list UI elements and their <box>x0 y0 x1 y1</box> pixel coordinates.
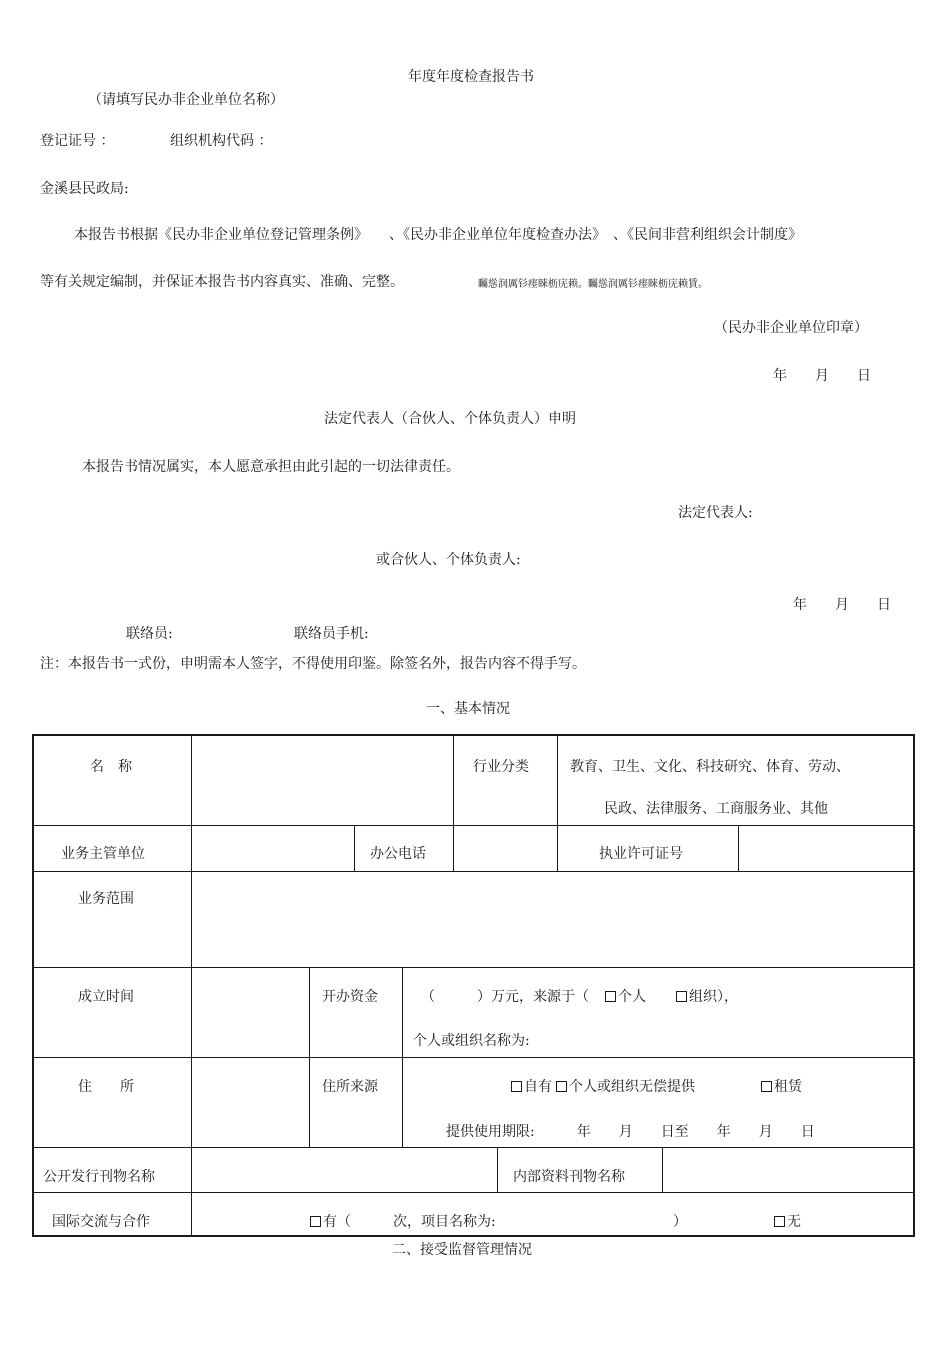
seal-label: （民办非企业单位印章） <box>714 320 868 336</box>
supervisor-label: 业务主管单位 <box>61 846 145 862</box>
intl-yes-checkbox[interactable] <box>310 1216 321 1227</box>
own-label: 自有 <box>524 1079 552 1095</box>
public-pub-label: 公开发行刊物名称 <box>43 1169 155 1185</box>
own-checkbox[interactable] <box>511 1081 522 1092</box>
free-provided-label: 个人或组织无偿提供 <box>569 1079 695 1095</box>
intro-paragraph-line2: 等有关规定编制，并保证本报告书内容真实、准确、完整。 <box>40 274 404 290</box>
intl-no-label: 无 <box>787 1214 801 1230</box>
legal-rep-label: 法定代表人: <box>678 505 753 521</box>
section1-title: 一、基本情况 <box>426 701 510 717</box>
address-label: 住 所 <box>78 1079 134 1095</box>
org-checkbox[interactable] <box>676 991 687 1002</box>
founded-label: 成立时间 <box>78 989 134 1005</box>
reg-no-label: 登记证号 ： <box>40 133 115 149</box>
date-line-1: 年 月 日 <box>773 368 871 384</box>
license-label: 执业许可证号 <box>599 846 683 862</box>
lease-checkbox[interactable] <box>761 1081 772 1092</box>
intro-paragraph-line1: 本报告书根据《民办非企业单位登记管理条例》 、《民办非企业单位年度检查办法》 、《民间非营利组织会计制度》 <box>74 227 802 243</box>
liaison-label: 联络员: <box>126 626 173 642</box>
basic-info-table <box>32 734 915 1237</box>
industry-label: 行业分类 <box>473 759 529 775</box>
industry-options-line1: 教育、卫生、文化、科技研究、体育、劳动、 <box>570 759 850 775</box>
intl-no-option <box>774 1213 801 1231</box>
scope-label: 业务范围 <box>78 891 134 907</box>
liaison-phone-label: 联络员手机: <box>294 626 369 642</box>
partner-label: 或合伙人、个体负责人: <box>376 552 521 568</box>
name-label: 名 称 <box>90 759 132 775</box>
org-code-label: 组织机构代码 ： <box>170 133 273 149</box>
date-line-2: 年 月 日 <box>793 597 891 613</box>
individual-label: 个人 <box>618 989 646 1005</box>
capital-label: 开办资金 <box>322 989 378 1005</box>
intl-no-checkbox[interactable] <box>774 1216 785 1227</box>
capital-source-line1 <box>421 988 738 1006</box>
capital-amount-text: （ ）万元，来源于（ <box>421 989 589 1005</box>
statement-body: 本报告书情况属实，本人愿意承担由此引起的一切法律责任。 <box>82 459 460 475</box>
industry-options-line2: 民政、法律服务、工商服务业、其他 <box>604 801 828 817</box>
internal-pub-label: 内部资料刊物名称 <box>513 1169 625 1185</box>
section2-title: 二、接受监督管理情况 <box>392 1242 532 1258</box>
individual-checkbox[interactable] <box>605 991 616 1002</box>
report-title: 年度年度检查报告书 <box>408 69 534 85</box>
intl-yes-label: 有（ 次，项目名称为: <box>323 1214 496 1230</box>
capital-source-name: 个人或组织名称为: <box>413 1033 530 1049</box>
office-phone-label: 办公电话 <box>370 846 426 862</box>
free-provided-checkbox[interactable] <box>556 1081 567 1092</box>
unit-name-hint: （请填写民办非企业单位名称） <box>88 92 284 108</box>
address-source-label: 住所来源 <box>322 1079 378 1095</box>
lease-label: 租赁 <box>774 1079 802 1095</box>
statement-title: 法定代表人（合伙人、个体负责人）申明 <box>324 411 576 427</box>
note-text: 注：本报告书一式份，申明需本人签字，不得使用印鉴。除签名外，报告内容不得手写。 <box>40 656 586 672</box>
intl-close-paren: ） <box>673 1214 687 1230</box>
garbled-text: 矚慫润厲钐瘗睞枥庑赖。矚慫润厲钐瘗睞枥庑赖賃。 <box>478 279 708 290</box>
org-label: 组织）， <box>689 989 738 1005</box>
bureau-name: 金溪县民政局: <box>40 181 129 197</box>
intl-yes-option <box>310 1213 496 1231</box>
use-period: 提供使用期限: 年 月 日至 年 月 日 <box>446 1124 815 1140</box>
intl-label: 国际交流与合作 <box>52 1214 150 1230</box>
address-source-options <box>511 1078 802 1096</box>
